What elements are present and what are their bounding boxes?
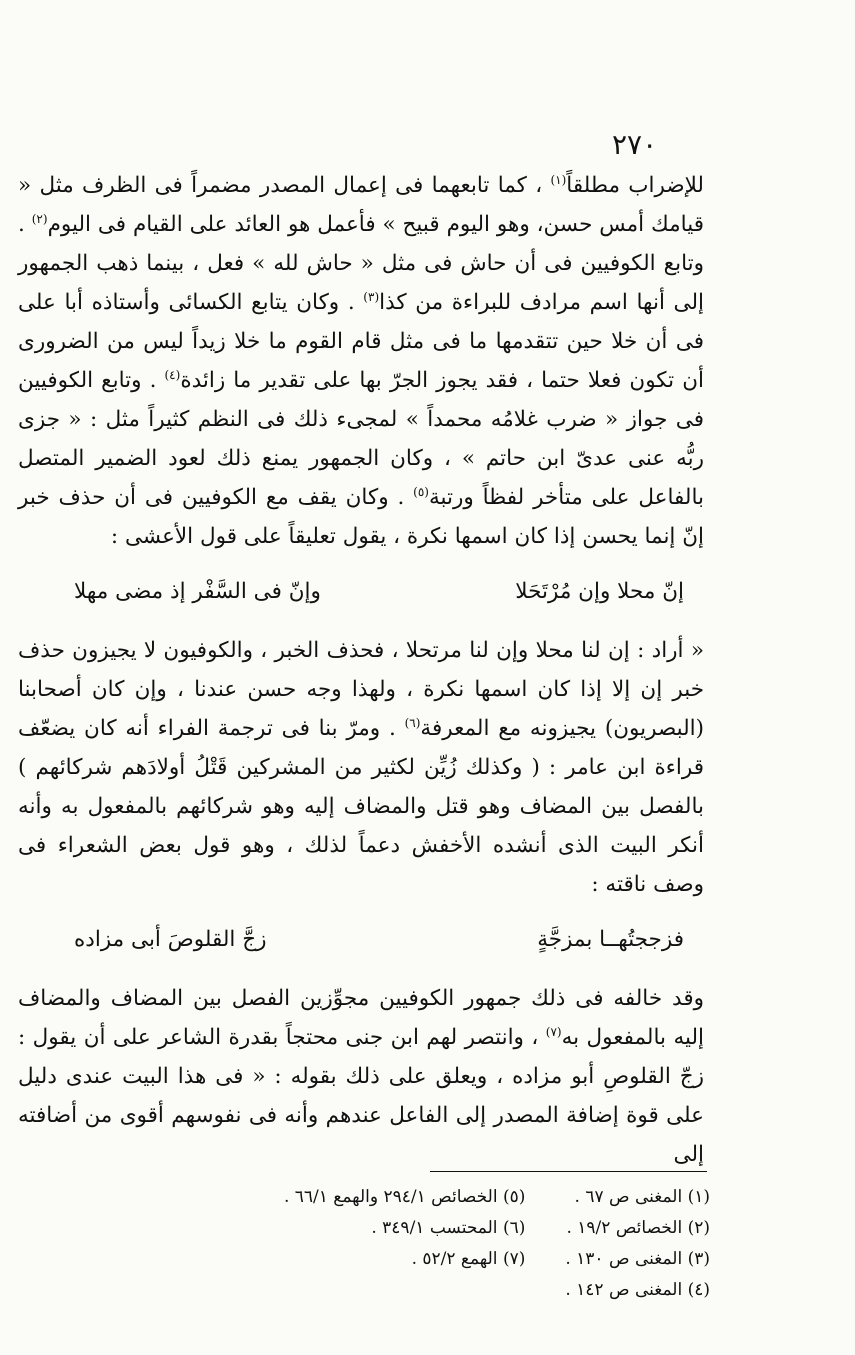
verse-1	[74, 572, 684, 611]
text-run: . وتابع الكوفيين فى أن حاش فى مثل « حاش لله » فعل ، بينما ذهب الجمهور إلى أنها اسم مرادف للبراءة من كذا	[18, 212, 704, 315]
footnotes-column-left	[284, 1182, 525, 1306]
text-run: ، كما تابعهما فى إعمال المصدر مضمراً فى الظرف مثل « قيامك أمس حسن، وهو اليوم قبيح » فأعمل هو العائد على القيام فى اليوم	[18, 173, 704, 237]
footnote: (٣) المغنى ص ١٣٠ .	[565, 1249, 710, 1269]
footnote-marker: (٤)	[164, 367, 181, 382]
paragraph-2	[18, 631, 704, 904]
text-run: . ومرّ بنا فى ترجمة الفراء أنه كان يضعّف قراءة ابن عامر : ( وكذلك زُيِّن لكثير من المشركين قَتْلُ أولادَهم شركائهم ) بالفصل بين المضاف وهو قتل والمضاف إليه وهو شركائهم بالمفعول به وأنه أنكر البيت الذى أنشده الأخفش دعماً لذلك ، وهو قول بعض الشعراء فى وصف ناقته :	[18, 716, 704, 897]
paragraph-1	[18, 166, 704, 556]
verse-hemistich-left: زجَّ القلوصَ أبى مزاده	[74, 927, 267, 952]
paragraph-3	[18, 979, 704, 1174]
main-text	[18, 166, 704, 1174]
footnote-marker: (١)	[550, 172, 567, 187]
footnote-marker: (٦)	[404, 715, 421, 730]
footnote-marker: (٥)	[413, 484, 429, 499]
text-run: وقد خالفه فى ذلك جمهور الكوفيين مجوِّزين الفصل بين المضاف والمضاف إليه بالمفعول به	[18, 986, 704, 1050]
footnotes-column-right	[565, 1182, 710, 1306]
footnote-divider	[430, 1171, 707, 1172]
text-run: . وكان يقف مع الكوفيين فى أن حذف خبر إنّ إنما يحسن إذا كان اسمها نكرة ، يقول تعليقاً على قول الأعشى :	[18, 485, 704, 549]
verse-2	[74, 920, 684, 959]
footnote: (٥) الخصائص ٢٩٤/١ والهمع ٦٦/١ .	[283, 1187, 526, 1207]
page-number: ٢٧٠	[612, 128, 658, 161]
footnote-marker: (٧)	[545, 1024, 562, 1039]
footnotes	[150, 1182, 710, 1306]
text-run: ، وانتصر لهم ابن جنى محتجاً بقدرة الشاعر على أن يقول : زجّ القلوصِ أبو مزاده ، ويعلق على ذلك بقوله : « فى هذا البيت عندى دليل على قوة إضافة المصدر إلى الفاعل عندهم وأنه فى نفوسهم أقوى من أضافته إلى	[18, 1025, 704, 1167]
verse-hemistich-right: إنّ محلا وإن مُرْتَحَلا	[515, 579, 684, 604]
text-run: . وكان يتابع الكسائى وأستاذه أبا على فى أن خلا حين تتقدمها ما فى مثل قام القوم ما خلا زيداً ليس من الضرورى أن تكون فعلا حتما ، فقد يجوز الجرّ بها على تقدير ما زائدة	[18, 290, 704, 393]
footnote: (٧) الهمع ٥٢/٢ .	[411, 1249, 526, 1269]
footnote: (٦) المحتسب ٣٤٩/١ .	[371, 1218, 526, 1238]
footnote: (١) المغنى ص ٦٧ .	[574, 1187, 710, 1207]
footnote: (٤) المغنى ص ١٤٢ .	[565, 1280, 710, 1300]
text-run: . وتابع الكوفيين فى جواز « ضرب غلامُه محمداً » لمجىء ذلك فى النظم كثيراً مثل : « جزى ربُّه عنى عدىّ ابن حاتم » ، وكان الجمهور يمنع ذلك لعود الضمير المتصل بالفاعل على متأخر لفظاً ورتبة	[18, 368, 704, 510]
footnote-marker: (٢)	[31, 211, 48, 226]
footnote: (٢) الخصائص ١٩/٢ .	[566, 1218, 710, 1238]
verse-hemistich-left: وإنّ فى السَّفْر إذ مضى مهلا	[74, 579, 321, 604]
text-run: « أراد : إن لنا محلا وإن لنا مرتحلا ، فحذف الخبر ، والكوفيون لا يجيزون حذف خبر إن إلا إذا كان اسمها نكرة ، ولهذا وجه حسن عندنا ، وإن كان أصحابنا (البصريون) يجيزونه مع المعرفة	[18, 638, 704, 741]
verse-hemistich-right: فزججتُهــا بمزجَّةٍ	[537, 927, 684, 952]
text-run: للإضراب مطلقاً	[566, 173, 704, 198]
footnote-marker: (٣)	[363, 289, 380, 304]
